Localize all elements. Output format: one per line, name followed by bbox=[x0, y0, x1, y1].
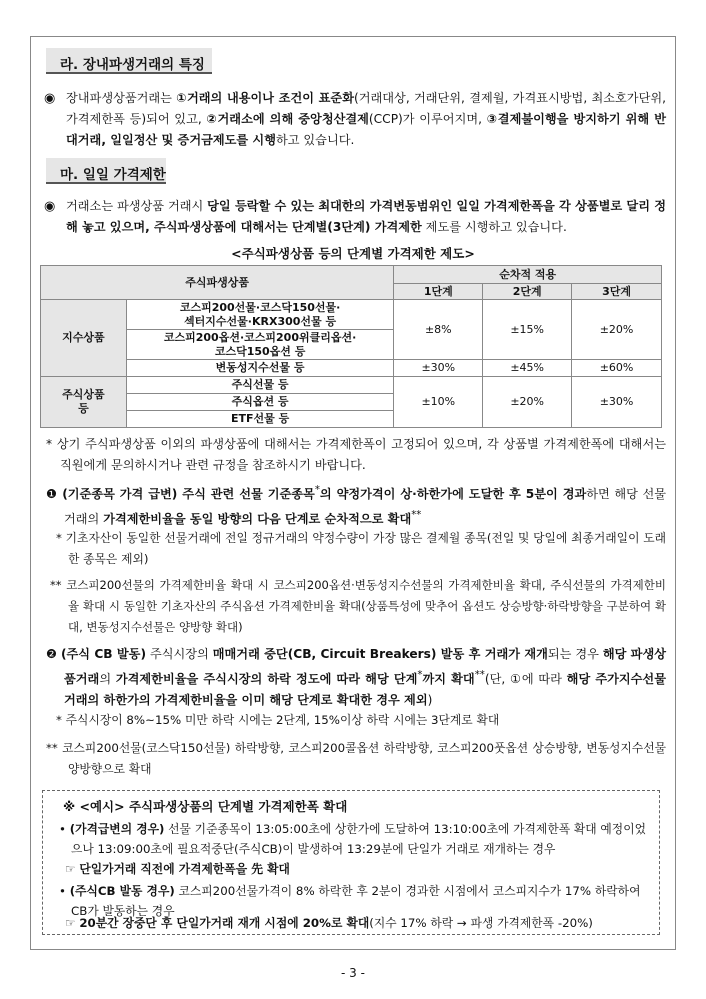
number-two-icon: ❷ bbox=[46, 647, 57, 661]
stock-product-a: 주식선물 등 bbox=[126, 377, 394, 394]
index-value-step1: ±8% bbox=[394, 300, 483, 360]
text: 하면 해당 선물거래의 bbox=[64, 487, 667, 527]
footnote-mark: ** bbox=[474, 670, 485, 681]
text: (단, ①에 따라 bbox=[484, 672, 567, 687]
bold-text: 매매거래 중단(CB, Circuit Breakers) 발동 후 거래가 재개 bbox=[212, 647, 548, 661]
section-heading-ma: 마. 일일 가격제한 bbox=[46, 158, 166, 184]
text: (거래대상, 거래단위, 결제월, 가격표시방법, 최소호가단위, 가격제한폭 등)되어 있고, bbox=[66, 91, 666, 126]
bold-text: 20분간 장중단 후 단일가거래 재개 시점에 20%로 확대 bbox=[79, 916, 370, 930]
index-product-c: 변동성지수선물 등 bbox=[126, 360, 394, 377]
example-1-result bbox=[53, 859, 649, 879]
index-product-a: 코스피200선물·코스닥150선물· 섹터지수선물·KRX300선물 등 bbox=[126, 300, 394, 330]
header-step1: 1단계 bbox=[394, 284, 483, 300]
text: 되는 경우 bbox=[547, 647, 603, 661]
paragraph-price-limit bbox=[46, 196, 666, 240]
stock-value-step2: ±20% bbox=[483, 377, 572, 428]
text: 제도를 시행하고 있습니다. bbox=[421, 220, 567, 234]
item2-footnote-1: * 주식시장이 8%~15% 미만 하락 시에는 2단계, 15%이상 하락 시에는 3단계로 확대 bbox=[56, 713, 500, 727]
bullet-icon: • bbox=[59, 822, 66, 836]
bold-text: ①거래의 내용이나 조건이 표준화 bbox=[176, 91, 354, 105]
example-box bbox=[42, 790, 660, 935]
pointing-hand-icon: ☞ bbox=[65, 862, 76, 876]
text: 장내파생상품거래는 bbox=[66, 91, 177, 105]
item-circuit-breaker bbox=[46, 644, 666, 711]
footnote-mark: * bbox=[417, 670, 423, 681]
example-1 bbox=[53, 819, 649, 859]
bold-text: (가격급변의 경우) bbox=[69, 822, 165, 836]
bold-text: 당일 등락할 수 있는 최대한의 가격변동범위인 일일 가격제한폭을 각 상품별로 달리 정해 놓고 있으며, 주식파생상품에 대해서는 단계별(3단계) 가격제한 bbox=[66, 199, 666, 234]
header-step2: 2단계 bbox=[483, 284, 572, 300]
bold-text: (기준종목 가격 급변) 주식 관련 선물 기준종목 bbox=[62, 487, 315, 502]
bold-text: 가격제한비율을 동일 방향의 다음 단계로 순차적으로 확대 bbox=[103, 512, 412, 527]
pointing-hand-icon: ☞ bbox=[65, 916, 76, 930]
section-heading-ra: 라. 장내파생거래의 특징 bbox=[46, 48, 212, 74]
bold-text: ②거래소에 의해 중앙청산결제 bbox=[206, 112, 369, 126]
bold-text: (주식CB 발동 경우) bbox=[69, 884, 175, 898]
text: 하고 있습니다. bbox=[275, 133, 355, 147]
item-reference-price-change bbox=[46, 480, 666, 530]
bullet-icon: • bbox=[59, 884, 66, 898]
bold-text: 해당 주가지수선물거래의 하한가의 가격제한비율을 이미 해당 단계로 확대한 경우 제외 bbox=[64, 672, 666, 708]
item2-footnote-2: ** 코스피200선물(코스닥150선물) 하락방향, 코스피200콜옵션 하락방향, 코스피200풋옵션 상승방향, 변동성지수선물 양방향으로 확대 bbox=[46, 741, 666, 776]
footnote-mark: * bbox=[314, 485, 320, 496]
stock-value-step1: ±10% bbox=[394, 377, 483, 428]
text: (지수 17% 하락 → 파생 가격제한폭 -20%) bbox=[369, 916, 593, 930]
table-caption: <주식파생상품 등의 단계별 가격제한 제도> bbox=[231, 246, 475, 261]
stock-value-step3: ±30% bbox=[572, 377, 662, 428]
text: 코스피200선물가격이 8% 하락한 후 2분이 경과한 시점에서 코스피지수가 17% 하락하여 CB가 발동하는 경우 bbox=[71, 884, 641, 918]
category-stock: 주식상품 등 bbox=[41, 377, 127, 428]
text: (CCP)가 이루어지며, bbox=[368, 112, 487, 126]
paragraph-features bbox=[46, 88, 666, 152]
text: 선물 기준종목이 13:05:00초에 상한가에 도달하여 13:10:00초에 가격제한폭 확대 예정이었으나 13:09:00초에 필요적중단(주식CB)이 발생하여 13:29분에 단일가 거래로 재개하는 경우 bbox=[71, 822, 646, 856]
bold-text: 까지 확대 bbox=[422, 672, 475, 687]
volatility-value-step2: ±45% bbox=[483, 360, 572, 377]
example-2-result bbox=[53, 913, 649, 933]
bold-text: 단일가거래 직전에 가격제한폭을 先 확대 bbox=[79, 862, 290, 876]
index-value-step3: ±20% bbox=[572, 300, 662, 360]
stock-product-c: ETF선물 등 bbox=[126, 411, 394, 428]
header-sequential: 순차적 적용 bbox=[394, 266, 662, 284]
footnote-mark: ** bbox=[411, 510, 422, 522]
volatility-value-step1: ±30% bbox=[394, 360, 483, 377]
index-value-step2: ±15% bbox=[483, 300, 572, 360]
page-number: - 3 - bbox=[341, 966, 365, 980]
text: ) bbox=[427, 693, 433, 708]
header-step3: 3단계 bbox=[572, 284, 662, 300]
table-footnote: * 상기 주식파생상품 이외의 파생상품에 대해서는 가격제한폭이 고정되어 있으며, 각 상품별 가격제한폭에 대해서는 직원에게 문의하시거나 관련 규정을 참조하시기 바랍니다. bbox=[46, 437, 666, 472]
volatility-value-step3: ±60% bbox=[572, 360, 662, 377]
item1-footnote-2: ** 코스피200선물의 가격제한비율 확대 시 코스피200옵션·변동성지수선물의 가격제한비율 확대, 주식선물의 가격제한비율 확대 시 동일한 기초자산의 주식옵션 가격제한비율 확대(상품특성에 맞추어 옵션도 상승방향·하락방향을 구분하여 확대, 변동성지수선물은 양방향 확대) bbox=[50, 578, 666, 634]
index-product-b: 코스피200옵션·코스피200위클리옵션· 코스닥150옵션 등 bbox=[126, 330, 394, 360]
example-title: ※ <예시> 주식파생상품의 단계별 가격제한폭 확대 bbox=[63, 799, 348, 814]
category-index: 지수상품 bbox=[41, 300, 127, 377]
bold-text: 해당 파생상품거래 bbox=[64, 647, 666, 687]
bold-text: 의 약정가격이 상·하한가에 도달한 후 5분이 경과 bbox=[319, 487, 587, 502]
item1-footnote-1: * 기초자산이 동일한 선물거래에 전일 정규거래의 약정수량이 가장 많은 결제월 종목(전일 및 당일에 최종거래일이 도래한 종목은 제외) bbox=[56, 531, 667, 566]
bullet-icon: ◉ bbox=[44, 199, 56, 214]
text: 거래소는 파생상품 거래시 bbox=[66, 199, 208, 213]
stock-product-b: 주식옵션 등 bbox=[126, 394, 394, 411]
bold-text: 가격제한비율을 주식시장의 하락 정도에 따라 해당 단계 bbox=[115, 672, 418, 687]
text: 주식시장의 bbox=[146, 647, 213, 661]
bold-text: (주식 CB 발동) bbox=[60, 647, 147, 661]
price-limit-table bbox=[40, 265, 662, 428]
bold-text: ③결제불이행을 방지하기 위해 반대거래, 일일정산 및 증거금제도를 시행 bbox=[66, 112, 667, 147]
text: 의 bbox=[99, 672, 116, 687]
bullet-icon: ◉ bbox=[44, 91, 56, 106]
number-one-icon: ❶ bbox=[46, 487, 58, 502]
header-product: 주식파생상품 bbox=[41, 266, 394, 300]
